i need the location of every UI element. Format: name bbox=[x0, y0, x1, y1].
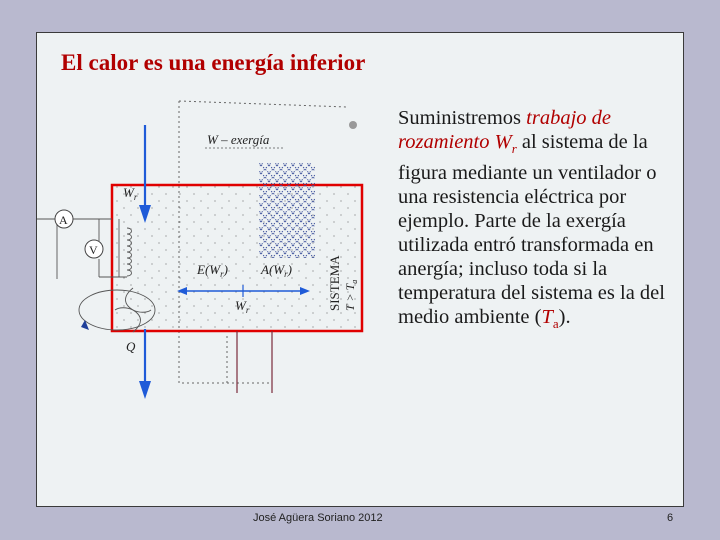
label-e-wr: $E(W_r)$ bbox=[197, 262, 228, 279]
label-w-exergia: W – exergía bbox=[207, 132, 270, 147]
text-part-1: Suministremos bbox=[398, 107, 527, 129]
label-temperature: $T > T_a$ bbox=[343, 279, 359, 311]
support-lines bbox=[237, 331, 272, 393]
small-dot-marker bbox=[349, 121, 357, 129]
wr-input-arrow bbox=[139, 125, 151, 223]
label-sistema: SISTEMA bbox=[327, 255, 342, 311]
footer-author: José Agüera Soriano 2012 bbox=[253, 512, 383, 524]
explanation-paragraph bbox=[398, 106, 690, 336]
label-q: Q bbox=[126, 339, 136, 354]
heat-output-arrow bbox=[139, 329, 151, 399]
label-wr-mid: $W_r$ bbox=[235, 298, 250, 315]
anergy-hatched-region bbox=[259, 163, 315, 258]
text-part-3: al sistema de la figura mediante un ventilador o una resistencia eléctrica por ejemplo. Parte de la exergía utilizada entró transformada en anergía; incluso toda si la temperatura del sistema es la del medio ambiente ( bbox=[398, 131, 665, 329]
system-diagram bbox=[37, 93, 397, 433]
label-a-wr: $A(W_r)$ bbox=[261, 262, 292, 279]
page-number: 6 bbox=[667, 512, 674, 524]
text-highlight-trabajo: trabajo de rozamiento $W_r$ bbox=[398, 107, 611, 157]
label-voltmeter: V bbox=[89, 243, 98, 257]
label-ammeter: A bbox=[59, 213, 68, 227]
label-wr-top: $W_r$ bbox=[123, 185, 138, 202]
slide-title: El calor es una energía inferior bbox=[61, 50, 366, 75]
fan-pointer-icon bbox=[81, 320, 89, 330]
text-highlight-ta: $T_a$ bbox=[541, 306, 559, 332]
slide bbox=[36, 32, 684, 524]
text-part-5: ). bbox=[558, 306, 571, 329]
